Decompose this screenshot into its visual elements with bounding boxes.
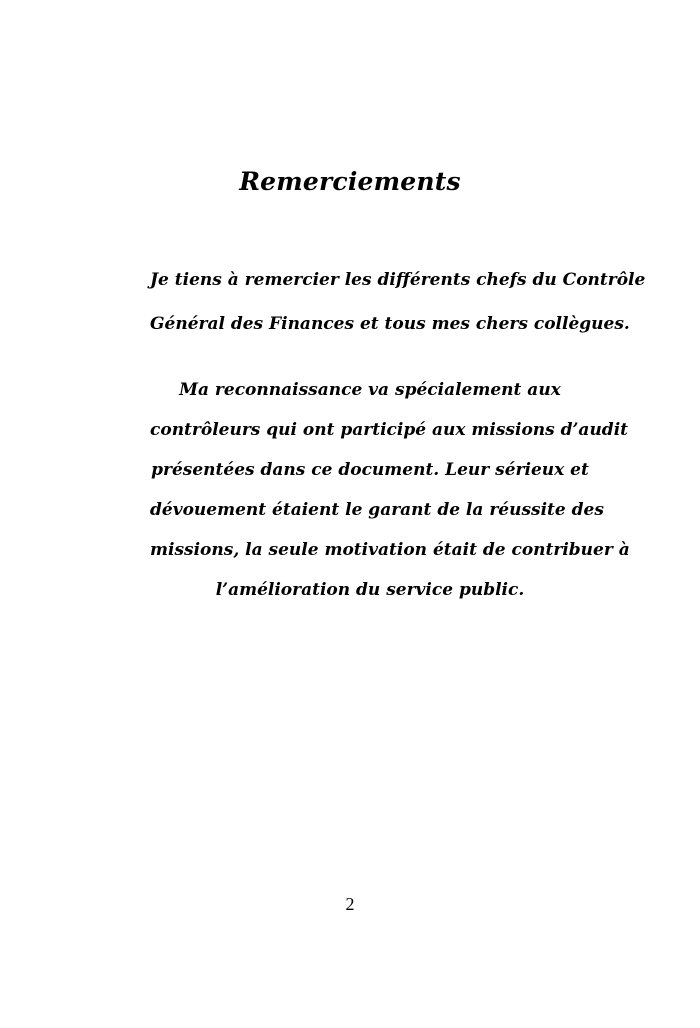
paragraph-line: Général des Finances et tous mes chers collègues.: [150, 314, 630, 334]
paragraph-line: l’amélioration du service public.: [215, 580, 525, 600]
page-title: Remerciements: [239, 167, 461, 196]
paragraph-line: dévouement étaient le garant de la réussite des: [150, 500, 604, 520]
page-number: 2: [345, 894, 355, 914]
paragraph-line: Ma reconnaissance va spécialement aux: [179, 380, 561, 400]
acknowledgement-paragraph-1: [150, 258, 646, 346]
paragraph-line: missions, la seule motivation était de contribuer à: [150, 540, 630, 560]
paragraph-line: Je tiens à remercier les différents chefs du Contrôle: [150, 270, 646, 290]
paragraph-line: présentées dans ce document. Leur sérieux et: [151, 460, 589, 480]
acknowledgement-paragraph-2: [150, 370, 630, 610]
paragraph-line: contrôleurs qui ont participé aux missions d’audit: [150, 420, 629, 440]
